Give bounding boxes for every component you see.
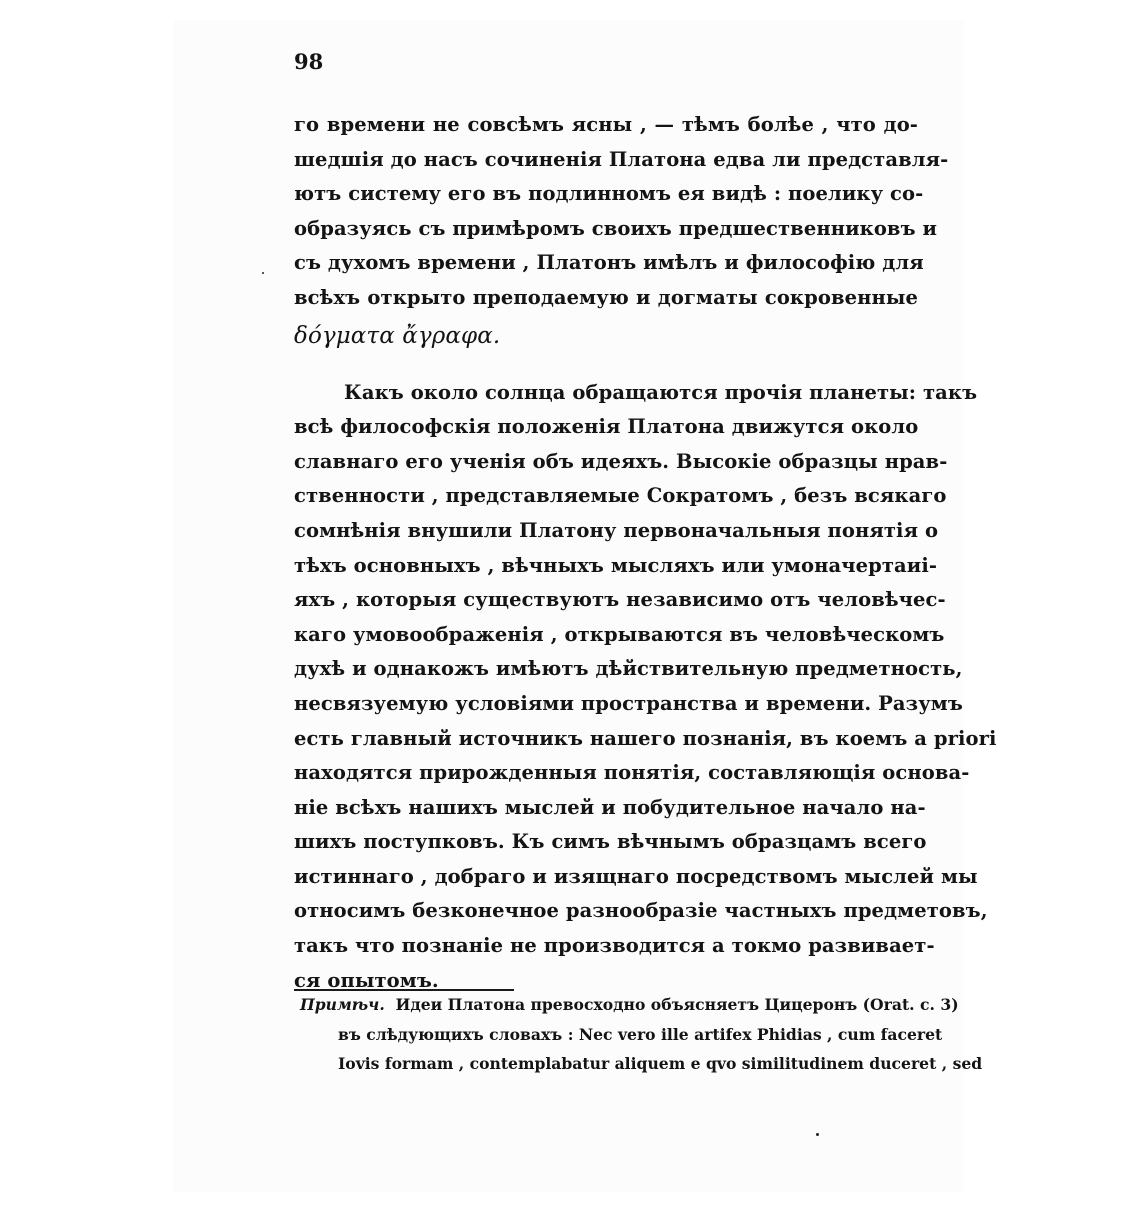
text-line: тѣхъ основныхъ , вѣчныхъ мысляхъ или умоначертаиі- [294, 553, 938, 577]
text-line: ніе всѣхъ нашихъ мыслей и побудительное начало на- [294, 795, 926, 819]
text-line: находятся прирожденныя понятія, составляющія основа- [294, 761, 970, 785]
text-line: шедшія до насъ сочиненія Платона едва ли представля- [294, 147, 949, 171]
text-line: яхъ , которыя существуютъ независимо отъ человѣчес- [294, 588, 946, 612]
main-text [294, 108, 997, 998]
text-line: шихъ поступковъ. Къ симъ вѣчнымъ образцамъ всего [294, 830, 927, 854]
text-line: истиннаго , добраго и изящнаго посредствомъ мыслей мы [294, 864, 978, 888]
footnote-line: въ слѣдующихъ словахъ : Nec vero ille artifex Phidias , cum faceret [338, 1024, 943, 1044]
text-line: съ духомъ времени , Платонъ имѣлъ и философію для [294, 251, 924, 275]
text-line: всѣхъ открыто преподаемую и догматы сокровенные [294, 285, 918, 309]
greek-phrase: δόγματα ἄγραφα. [294, 322, 501, 349]
text-line: славнаго его ученія объ идеяхъ. Высокіе образцы нрав- [294, 449, 948, 473]
footnote-line: Iovis formam , contemplabatur aliquem e qvo similitudinem duceret , sed [338, 1054, 983, 1073]
text-line: ютъ систему его въ подлинномъ ея видѣ : поелику со- [294, 182, 924, 206]
text-line: есть главный источникъ нашего познанія, въ коемъ a priori [294, 726, 997, 750]
text-line: образуясь съ примѣромъ своихъ предшественниковъ и [294, 216, 938, 240]
footnote-line [300, 990, 959, 1020]
text-line: ственности , представляемые Сократомъ , безъ всякаго [294, 484, 947, 508]
footnote [300, 990, 983, 1079]
page-number: 98 [294, 49, 324, 74]
text-line: ся опытомъ. [294, 968, 439, 992]
text-line: сомнѣнія внушили Платону первоначальныя понятія о [294, 518, 939, 542]
footnote-label: Примѣч. [300, 995, 385, 1014]
text-line: духѣ и однакожъ имѣютъ дѣйствительную предметность, [294, 657, 963, 681]
print-speck [816, 1133, 819, 1136]
paragraph-1 [294, 108, 949, 356]
print-speck [262, 272, 264, 274]
text-line: несвязуемую условіями пространства и времени. Разумъ [294, 691, 963, 715]
text-line: относимъ безконечное разнообразіе частныхъ предметовъ, [294, 899, 988, 923]
book-page [174, 20, 997, 1192]
text-line: Какъ около солнца обращаются прочія планеты: такъ [344, 380, 978, 404]
text-line: всѣ философскія положенія Платона движутся около [294, 415, 919, 439]
text-line: го времени не совсѣмъ ясны , — тѣмъ болѣе , что до- [294, 113, 918, 136]
footnote-text: Идеи Платона превосходно объясняетъ Цицеронъ (Orat. c. 3) [395, 995, 959, 1014]
text-line: такъ что познаніе не производится а токмо развивает- [294, 934, 935, 958]
paragraph-2 [294, 376, 997, 999]
text-line: каго умовоображенія , открываются въ человѣческомъ [294, 622, 945, 646]
